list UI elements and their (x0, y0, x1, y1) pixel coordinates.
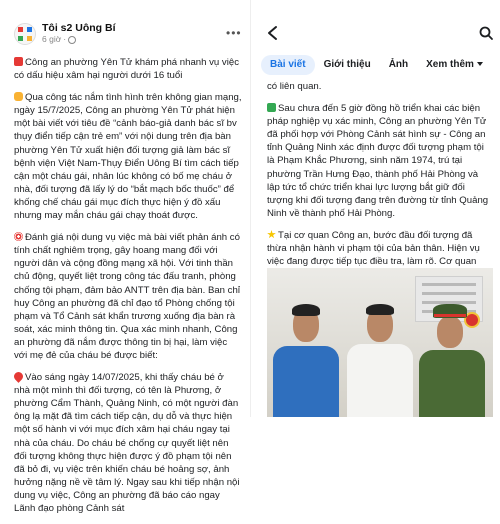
tab-about[interactable]: Giới thiệu (323, 59, 371, 70)
post-time[interactable]: 6 giờ (42, 34, 62, 44)
post-paragraph: Sau chưa đến 5 giờ đồng hồ triển khai các biện pháp nghiệp vụ xác minh, Công an phường Yên Tử đã phối hợp với Phòng Cảnh sát hình sự - Công an tỉnh Quảng Ninh xác định được đối tượng phạm tội là Phạm Khắc Phương, sinh năm 1974, trú tại phường Trần Hưng Đạo, thành phố Hải Phòng và lập tức tổ chức triển khai lực lượng bắt giữ đối tượng khi đối tượng đang trên đường từ tỉnh Quảng Ninh về thành phố Hải Phòng. (267, 103, 489, 219)
more-dots-icon[interactable]: ••• (226, 26, 242, 40)
check-icon (267, 103, 276, 112)
search-icon[interactable] (479, 26, 493, 40)
right-page-panel (250, 0, 500, 417)
post-paragraph: có liên quan. (267, 81, 322, 92)
caret-down-icon (477, 62, 483, 66)
tab-more[interactable]: Xem thêm (417, 55, 492, 75)
post-photo[interactable] (267, 268, 493, 417)
post-paragraph: Tại cơ quan Công an, bước đầu đối tượng đã thừa nhận hành vi phạm tội của bản thân. Hiện vụ việc đang được tiếp tục điều tra, làm rõ. Cơ quan (267, 229, 480, 268)
star-icon (267, 230, 276, 239)
post-paragraph: Đánh giá nội dung vụ việc mà bài viết phản ánh có tính chất nghiêm trọng, gây hoang mang đối với người dân và cộng đồng mạng xã hội. Với tinh thần chủ động, quyết liệt trong công tác đấu tranh, phòng chống tội phạm, đảm bảo ANTT trên địa bàn. Ban chỉ huy Công an phường đã chỉ đạo tổ Phòng chống tội phạm và Tổ Cảnh sát khẩn trương xuống địa bàn rà soát, xác minh thông tin. Qua xác minh nhanh, Công an phường đã nắm được thông tin bị hại, làm việc với mẹ đẻ của cháu bé được biết: (14, 232, 240, 361)
post-headline: Công an phường Yên Tử khám phá nhanh vụ việc có dấu hiệu xâm hại người dưới 16 tuổi (14, 57, 239, 82)
post-time-row: 6 giờ · (42, 34, 116, 45)
pin-icon (12, 370, 25, 383)
post-header (14, 22, 116, 45)
post-paragraph: Vào sáng ngày 14/07/2025, khi thấy cháu bé ở nhà một mình thì đối tượng, có tên là Phương, ở phường Cẩm Thành, Quảng Ninh, có một người đàn ông lạ mặt đã tìm cách tiếp cận, dụ dỗ và thực hiện một số hành vi với mục đích xâm hại cháu ngay tại nhà của cháu. Do cháu bé chống cự quyết liệt nên đối tượng không thực hiện được ý đồ phạm tội nên đã bỏ đi, vụ việc trên khiến cháu bé hoảng sợ, ảnh hưởng nặng nề về tâm lý. Ngay sau khi tiếp nhận nội dung vụ việc, Công an phường đã báo cáo ngay Lãnh đạo phòng Cảnh sát (14, 372, 240, 514)
globe-icon (68, 36, 76, 44)
post-paragraph: Qua công tác nắm tình hình trên không gian mạng, ngày 15/7/2025, Công an phường Yên Tử phát hiện một bài viết với tiêu đề “cảnh báo-giả danh bác sĩ bv thụy điển tiếp cận trẻ em” với nội dung trên địa bàn phường Yên Tử xuất hiện đối tượng giả làm bác sĩ bệnh viện Việt Nam-Thụy Điển Uông Bí tìm cách tiếp cận một cháu gái, nhân lúc không có bố mẹ cháu ở nhà, đối tượng đã lấy lý do “bắt mạch bốc thuốc” để khống chế cháu gái mục đích thực hiện ý đồ xấu nhưng may mắn cháu gái chạy thoát được. (14, 92, 242, 222)
left-post-panel (0, 0, 250, 514)
page-name[interactable]: Tôi s2 Uông Bí (42, 22, 116, 34)
chevron-left-icon[interactable] (267, 26, 279, 40)
tab-posts[interactable]: Bài viết (261, 55, 315, 75)
tab-photos[interactable]: Ảnh (388, 59, 409, 70)
post-header-text (42, 22, 116, 45)
target-icon (14, 232, 23, 241)
page-tabs (261, 55, 492, 75)
pointing-hand-icon (14, 92, 23, 101)
sos-icon (14, 57, 23, 66)
page-avatar[interactable] (14, 23, 36, 45)
post-body (14, 56, 242, 524)
